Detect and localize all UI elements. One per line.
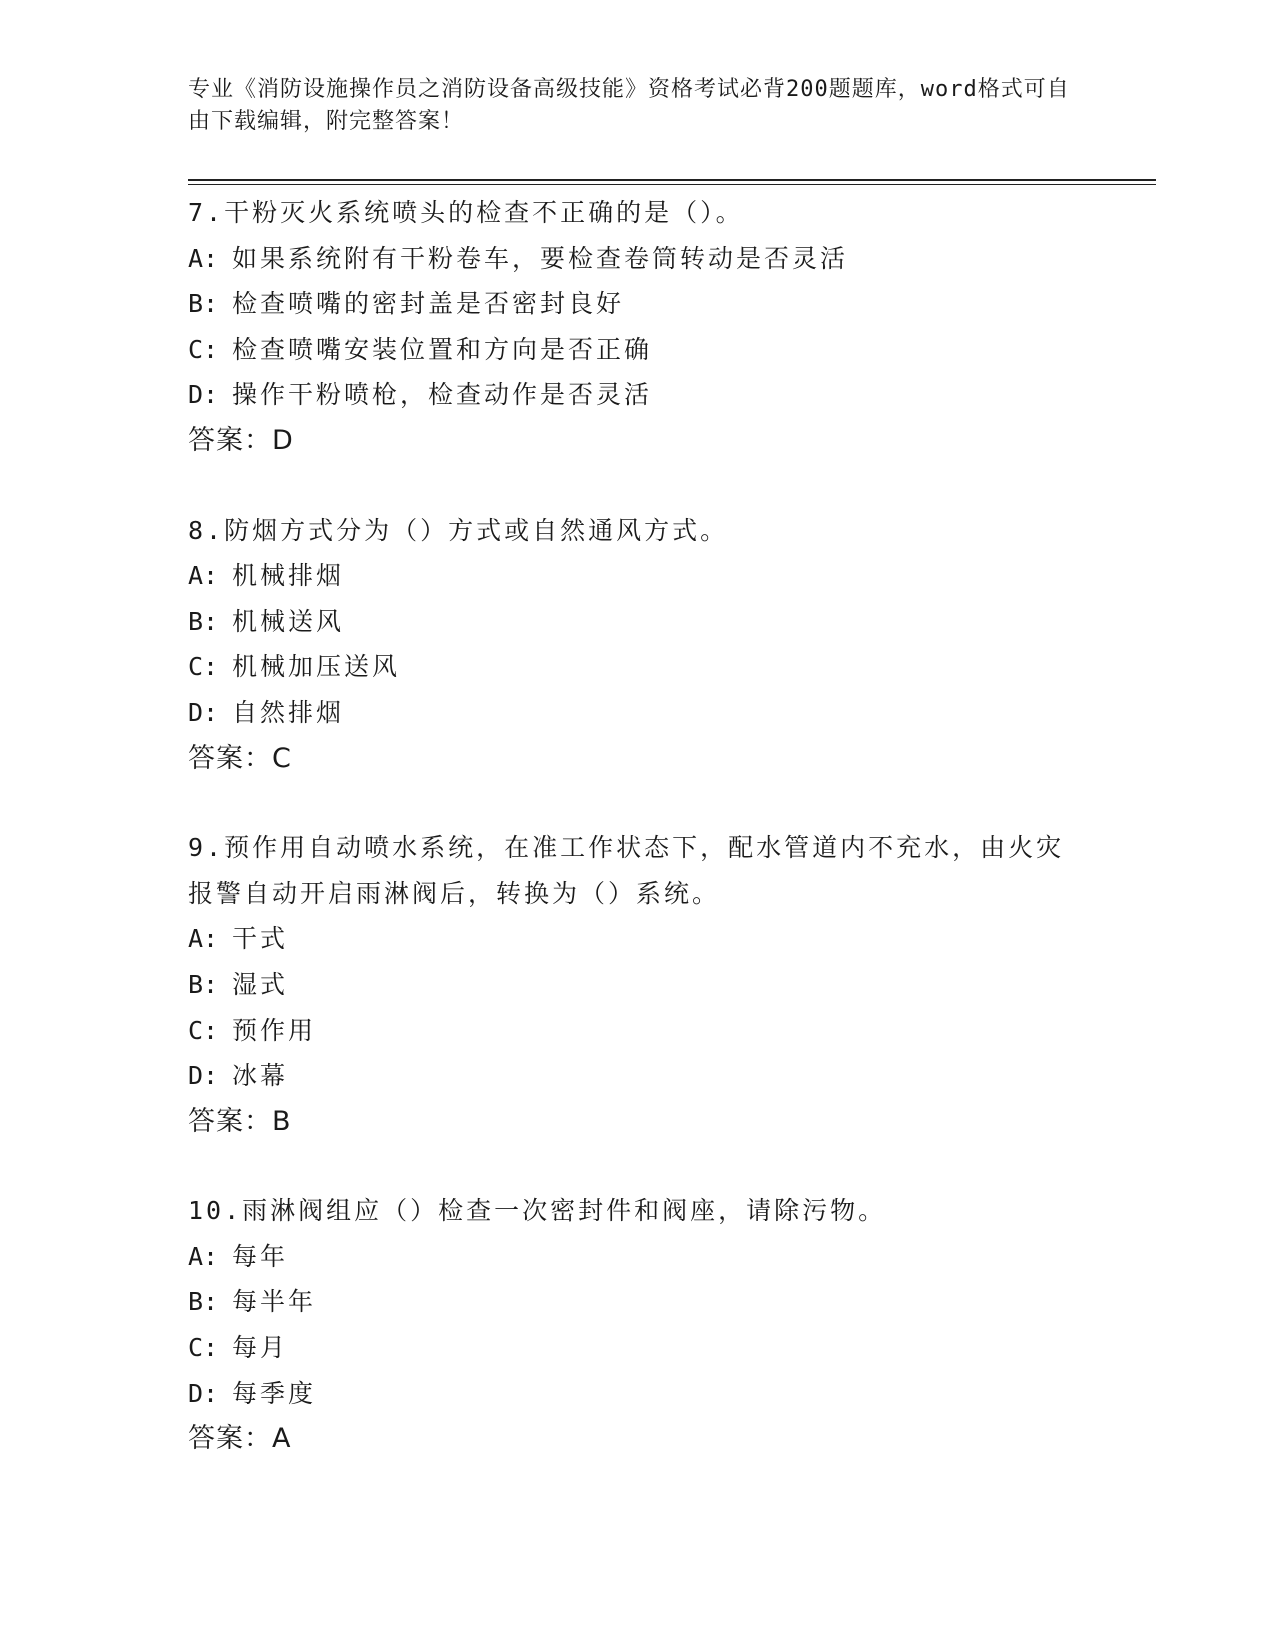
- option-text: 每年: [232, 1241, 289, 1271]
- option-letter: A:: [188, 243, 219, 273]
- option-text: 机械加压送风: [232, 652, 401, 682]
- question-text: 7.干粉灭火系统喷头的检查不正确的是（）。: [188, 198, 744, 227]
- option-text: 自然排烟: [232, 697, 345, 727]
- option-d: [188, 1371, 1088, 1417]
- option-a: [188, 236, 1088, 282]
- option-letter: D:: [188, 697, 219, 727]
- option-c: [188, 644, 1088, 690]
- answer-label: 答案：A: [188, 1423, 292, 1455]
- option-text: 检查喷嘴的密封盖是否密封良好: [232, 289, 625, 319]
- option-letter: A:: [188, 924, 219, 954]
- option-letter: D:: [188, 380, 219, 410]
- option-letter: C:: [188, 1015, 219, 1045]
- option-c: [188, 1008, 1088, 1054]
- header-rule-thin: [188, 184, 1156, 185]
- option-d: [188, 1053, 1088, 1099]
- option-letter: B:: [188, 969, 219, 999]
- option-letter: D:: [188, 1378, 219, 1408]
- option-text: 每半年: [232, 1287, 317, 1317]
- option-text: 冰幕: [232, 1061, 289, 1091]
- header-rule-thick: [188, 179, 1156, 181]
- option-text: 湿式: [232, 969, 289, 999]
- option-text: 机械送风: [232, 606, 345, 636]
- option-b: [188, 599, 1088, 645]
- option-c: [188, 327, 1088, 373]
- option-letter: C:: [188, 334, 219, 364]
- option-letter: C:: [188, 652, 219, 682]
- option-text: 操作干粉喷枪，检查动作是否灵活: [232, 380, 653, 410]
- option-a: [188, 1234, 1088, 1280]
- question-item: [188, 825, 1088, 1144]
- question-text: 10.雨淋阀组应（）检查一次密封件和阀座，请除污物。: [188, 1196, 887, 1226]
- question-text: 8.防烟方式分为（）方式或自然通风方式。: [188, 515, 729, 545]
- option-a: [188, 553, 1088, 599]
- question-list: [188, 190, 1088, 1506]
- option-letter: A:: [188, 561, 219, 591]
- option-letter: B:: [188, 1287, 219, 1317]
- option-c: [188, 1325, 1088, 1371]
- option-text: 每月: [232, 1333, 289, 1363]
- option-d: [188, 372, 1088, 418]
- question-item: [188, 190, 1088, 464]
- option-text: 干式: [232, 924, 289, 954]
- question-item: [188, 508, 1088, 782]
- option-text: 每季度: [232, 1378, 317, 1408]
- answer-label: 答案：B: [188, 1105, 292, 1137]
- option-b: [188, 962, 1088, 1008]
- option-text: 机械排烟: [232, 561, 345, 591]
- option-letter: A:: [188, 1241, 219, 1271]
- option-text: 预作用: [232, 1015, 317, 1045]
- option-a: [188, 916, 1088, 962]
- option-letter: C:: [188, 1333, 219, 1363]
- question-text: 9.预作用自动喷水系统，在准工作状态下，配水管道内不充水，由火灾报警自动开启雨淋阀后，转换为（）系统。: [188, 833, 1065, 908]
- option-text: 如果系统附有干粉卷车，要检查卷筒转动是否灵活: [232, 243, 849, 273]
- answer-label: 答案：C: [188, 742, 292, 774]
- question-item: [188, 1188, 1088, 1462]
- option-b: [188, 281, 1088, 327]
- option-text: 检查喷嘴安装位置和方向是否正确: [232, 334, 653, 364]
- option-letter: B:: [188, 289, 219, 319]
- option-d: [188, 690, 1088, 736]
- answer-label: 答案：D: [188, 424, 294, 456]
- option-letter: B:: [188, 606, 219, 636]
- option-letter: D:: [188, 1061, 219, 1091]
- option-b: [188, 1279, 1088, 1325]
- document-header: 专业《消防设施操作员之消防设备高级技能》资格考试必背200题题库，word格式可自由下载编辑，附完整答案！: [188, 77, 1070, 134]
